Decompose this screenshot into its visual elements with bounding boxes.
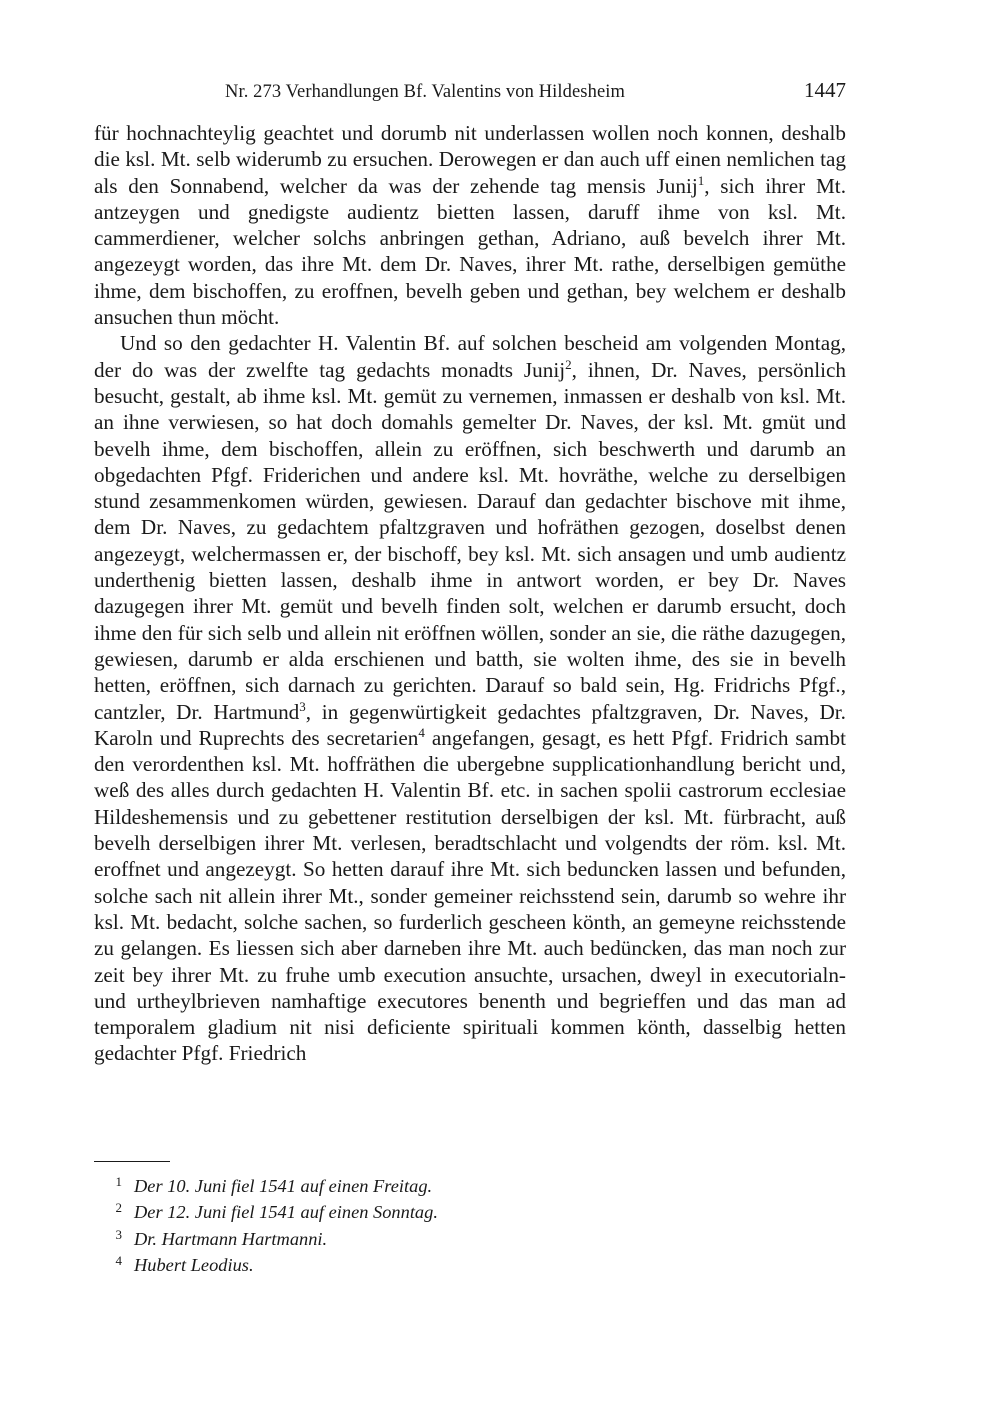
page-header	[94, 78, 846, 108]
footnote-1	[94, 1174, 846, 1200]
text-run: , sich ihrer Mt. antzeygen und gnedigste audientz bietten lassen, daruff ihme von ksl. Mt. cammerdiener, welcher solchs anbringen gethan, Adriano, auß bevelch ihrer Mt. angezeygt worden, das ihre Mt. dem Dr. Naves, ihrer Mt. rathe, derselbigen gemüthe ihme, dem bischoffen, zu eroffnen, bevelh geben und gethan, bey welchem er deshalb ansuchen thun möcht.	[94, 173, 846, 330]
footnote-text: Der 12. Juni fiel 1541 auf einen Sonntag.	[134, 1202, 438, 1223]
text-run: Und so den gedachter H. Valentin Bf. auf solchen bescheid am volgenden Montag, der do was der zwelfte tag gedachts monadts Junij	[94, 331, 846, 382]
text-run: , in gegenwürtigkeit gedachtes pfaltzgraven, Dr. Naves, Dr. Karoln und Ruprechts des secretarien	[94, 699, 846, 750]
footnote-ref: 4	[418, 724, 425, 740]
footnote-ref: 1	[697, 172, 705, 188]
text-run: für hochnachteylig geachtet und dorumb nit underlassen wollen noch konnen, deshalb die ksl. Mt. selb widerumb zu ersuchen. Derowegen er dan auch uff einen nemlichen tag als den Sonnabend, welcher da was der zehende tag mensis Junij	[94, 121, 846, 198]
footnote-number: 2	[115, 1200, 122, 1216]
footnote-number: 4	[115, 1252, 122, 1268]
text-run: , ihnen, Dr. Naves, persönlich besucht, gestalt, ab ihme ksl. Mt. gemüt zu vernemen, inmassen er deshalb von ksl. Mt. an ihne verwiesen, so hat doch domahls gemelter Dr. Naves, der ksl. Mt. gmüt und bevelh ihme, dem bischoffen, allein zu eröffnen, sich beschwerth und darumb an obgedachten Pfgf. Friderichen und andere ksl. Mt. hovräthe, welche zu derselbigen stund zesammenkomen würden, gewiesen. Darauf dan gedachter bischove mit ihme, dem Dr. Naves, zu gedachtem pfaltzgraven und hofräthen gezogen, doselbst denen angezeygt, welchermassen er, der bischoff, bey ksl. Mt. sich ansagen und umb audientz underthenig bietten lassen, deshalb ihme in antwort worden, er bey Dr. Naves dazugegen ihrer Mt. gemüt und bevelh finden solt, welchen er darumb ersucht, doch ihme den für sich selb und allein nit eröffnen wöllen, sonder an sie, die räthe dazugegen, gewiesen, darumb er alda erschienen und batth, sie wolten ihme, des sie in bevelh hetten, eröffnen, sich darnach zu gerichten. Darauf so bald sein, Hg. Fridrichs Pfgf., cantzler, Dr. Hartmund	[94, 357, 846, 724]
page-number: 1447	[804, 78, 846, 102]
footnote-text: Dr. Hartmann Hartmanni.	[134, 1228, 328, 1249]
paragraph-2	[94, 330, 846, 1066]
footnote-2	[94, 1200, 846, 1226]
text-run: angefangen, gesagt, es hett Pfgf. Fridrich sambt den verordenthen ksl. Mt. hoffräthen die ubergebne supplicationhandlung bericht und, weß des alles durch gedachten H. Valentin Bf. etc. in sachen spolii castrorum ecclesiae Hildeshemensis und zu gebettener restitution derselbigen der ksl. Mt. fürbracht, auß bevelh derselbigen ihrer Mt. verlesen, beradtschlacht und volgendts der röm. ksl. Mt. eroffnet und angezeygt. So hetten darauf ihre Mt. sich beduncken lassen und befunden, solche sach nit allein ihrer Mt., sonder gemeiner reichsstend sein, darumb so wehre ihr ksl. Mt. bedacht, solche sachen, so furderlich gescheen könth, an gemeyne reichsstende zu gelangen. Es liessen sich aber darneben ihre Mt. auch bedüncken, das man noch zur zeit bey ihrer Mt. zu fruhe umb execution ansuchte, ursachen, dweyl in executorialn- und urtheylbrieven namhaftige executores benenth und begrieffen und das man ad temporalem gladium nit nisi deficiente spirituali kommen könth, dasselbig hetten gedachter Pfgf. Friedrich	[94, 725, 847, 1066]
footnote-number: 3	[115, 1226, 122, 1242]
footnote-text: Hubert Leodius.	[134, 1254, 254, 1275]
paragraph-1	[94, 120, 846, 330]
footnote-number: 1	[115, 1174, 122, 1189]
running-head: Nr. 273 Verhandlungen Bf. Valentins von Hildesheim	[225, 82, 625, 102]
footnote-ref: 2	[565, 356, 572, 372]
main-text	[94, 120, 846, 1067]
footnote-ref: 3	[299, 698, 306, 714]
footnote-4	[94, 1253, 846, 1279]
footnote-3	[94, 1227, 846, 1253]
footnote-separator	[94, 1161, 170, 1162]
footnotes	[94, 1174, 846, 1279]
footnote-text: Der 10. Juni fiel 1541 auf einen Freitag.	[134, 1176, 433, 1196]
